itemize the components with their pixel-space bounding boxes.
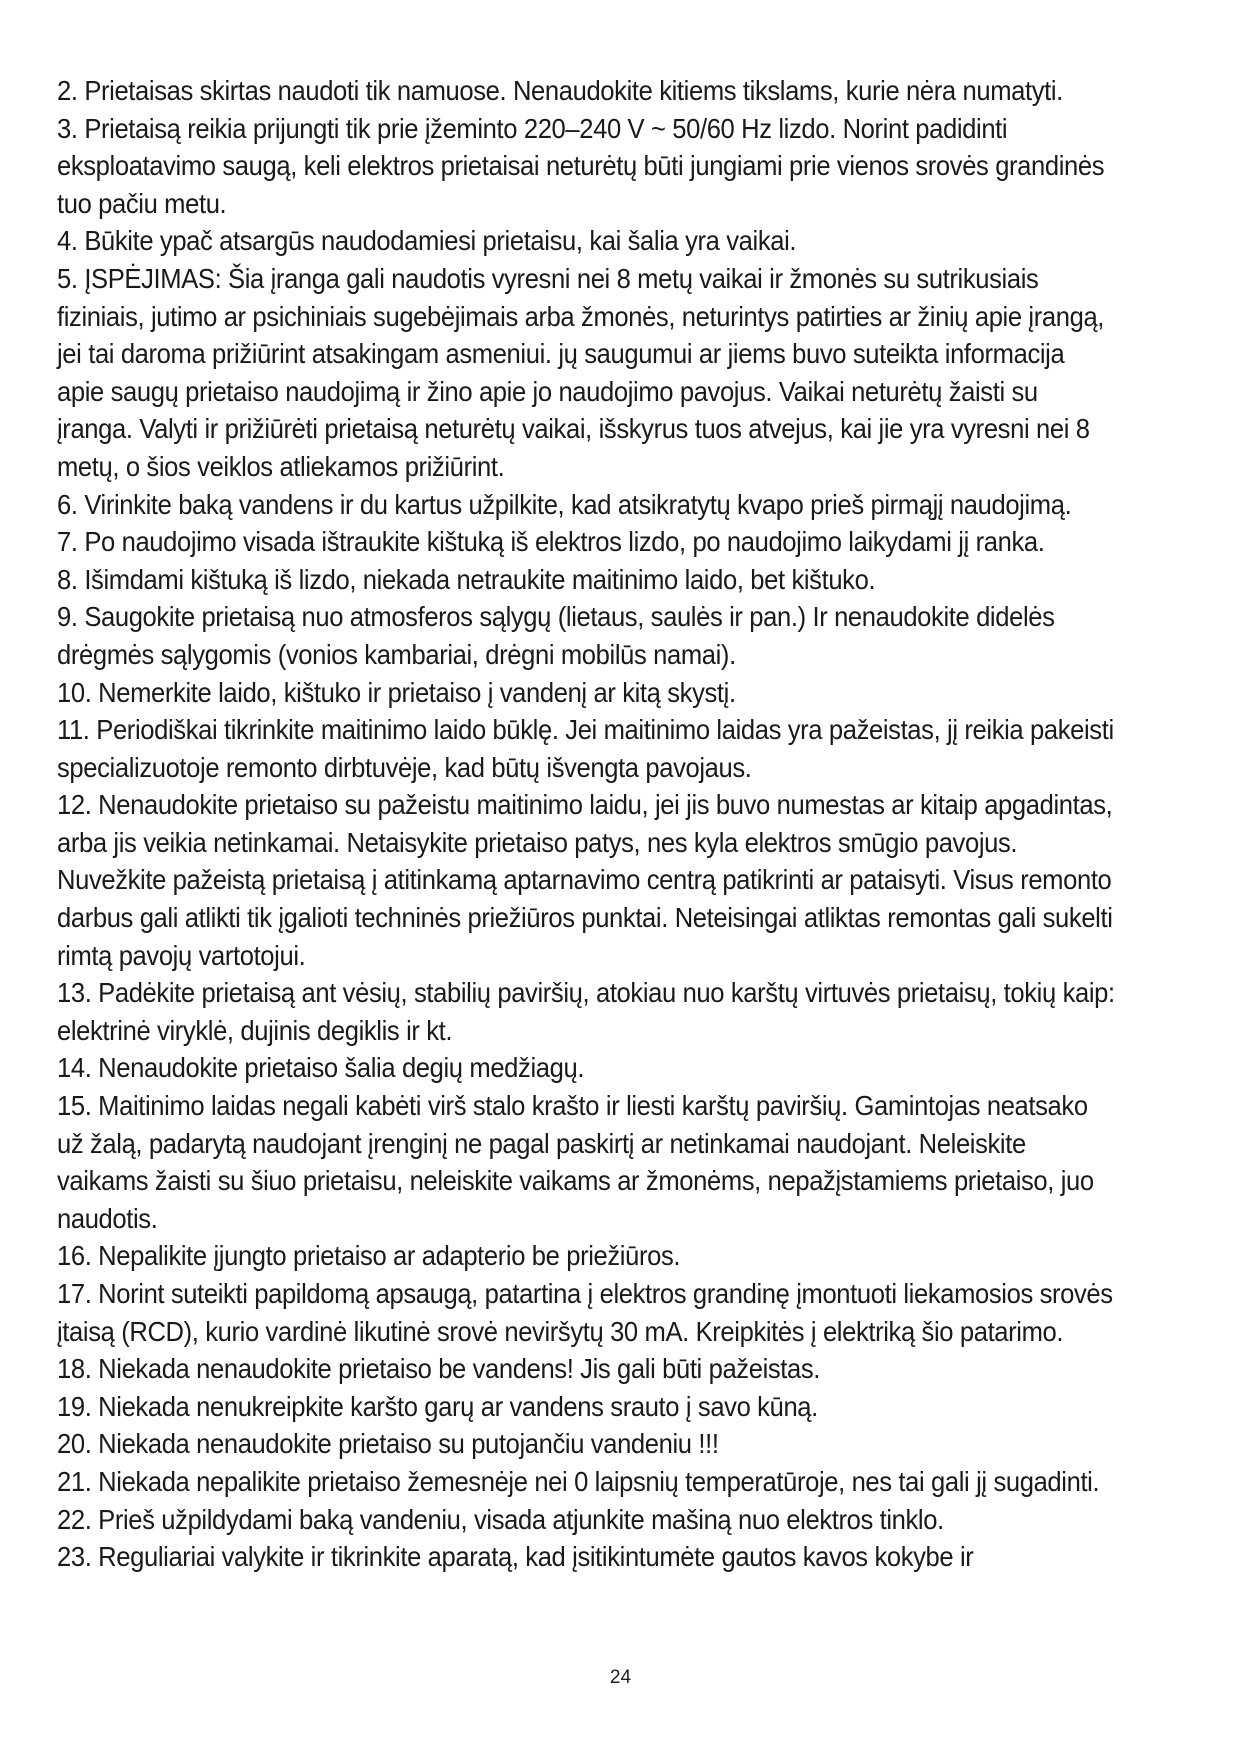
list-item: 16. Nepalikite įjungto prietaiso ar adapterio be priežiūros.: [57, 1240, 681, 1272]
list-item: 22. Prieš užpildydami baką vandeniu, visada atjunkite mašiną nuo elektros tinklo.: [57, 1503, 944, 1535]
instructions-list: [57, 72, 1117, 1576]
list-item: 12. Nenaudokite prietaiso su pažeistu maitinimo laidu, jei jis buvo numestas ar kitaip apgadintas, arba jis veikia netinkamai. Netaisykite prietaiso patys, nes kyla elektros smūgio pavojus. Nuvežkite pažeistą prietaisą į atitinkamą aptarnavimo centrą patikrinti ar pataisyti. Visus remonto darbus gali atlikti tik įgalioti techninės priežiūros punktai. Neteisingai atliktas remontas gali sukelti rimtą pavojų vartotojui.: [57, 789, 1113, 971]
list-item: 2. Prietaisas skirtas naudoti tik namuose. Nenaudokite kitiems tikslams, kurie nėra numatyti.: [57, 75, 1063, 106]
list-item: 3. Prietaisą reikia prijungti tik prie įžeminto 220–240 V ~ 50/60 Hz lizdo. Norint padidinti eksploatavimo saugą, keli elektros prietaisai neturėtų būti jungiami prie vienos srovės grandinės tuo pačiu metu.: [57, 112, 1105, 219]
list-item: 13. Padėkite prietaisą ant vėsių, stabilių paviršių, atokiau nuo karštų virtuvės prietaisų, tokių kaip: elektrinė viryklė, dujinis degiklis ir kt.: [57, 977, 1115, 1046]
list-item: 23. Reguliariai valykite ir tikrinkite aparatą, kad įsitikintumėte gautos kavos kokybe ir: [57, 1541, 974, 1573]
list-item: 15. Maitinimo laidas negali kabėti virš stalo krašto ir liesti karštų paviršių. Gamintojas neatsako už žalą, padarytą naudojant įrenginį ne pagal paskirtį ar netinkamai naudojant. Neleiskite vaikams žaisti su šiuo prietaisu, neleiskite vaikams ar žmonėms, nepažįstamiems prietaiso, juo naudotis.: [57, 1090, 1094, 1234]
list-item: 14. Nenaudokite prietaiso šalia degių medžiagų.: [57, 1052, 585, 1084]
list-item: 7. Po naudojimo visada ištraukite kištuką iš elektros lizdo, po naudojimo laikydami jį ranka.: [57, 526, 1045, 558]
list-item: 10. Nemerkite laido, kištuko ir prietaiso į vandenį ar kitą skystį.: [57, 676, 736, 708]
list-item: 6. Virinkite baką vandens ir du kartus užpilkite, kad atsikratytų kvapo prieš pirmąjį naudojimą.: [57, 488, 1072, 520]
list-item: 11. Periodiškai tikrinkite maitinimo laido būklę. Jei maitinimo laidas yra pažeistas, jį reikia pakeisti specializuotoje remonto dirbtuvėje, kad būtų išvengta pavojaus.: [57, 714, 1114, 783]
list-item: 9. Saugokite prietaisą nuo atmosferos sąlygų (lietaus, saulės ir pan.) Ir nenaudokite didelės drėgmės sąlygomis (vonios kambariai, drėgni mobilūs namai).: [57, 601, 1055, 670]
list-item: 17. Norint suteikti papildomą apsaugą, patartina į elektros grandinę įmontuoti liekamosios srovės įtaisą (RCD), kurio vardinė likutinė srovė neviršytų 30 mA. Kreipkitės į elektriką šio patarimo.: [57, 1278, 1113, 1347]
list-item: 4. Būkite ypač atsargūs naudodamiesi prietaisu, kai šalia yra vaikai.: [57, 225, 797, 257]
list-item: 19. Niekada nenukreipkite karšto garų ar vandens srauto į savo kūną.: [57, 1390, 818, 1422]
list-item: 18. Niekada nenaudokite prietaiso be vandens! Jis gali būti pažeistas.: [57, 1353, 821, 1385]
page-number: 24: [609, 1667, 632, 1688]
list-item: 8. Išimdami kištuką iš lizdo, niekada netraukite maitinimo laido, bet kištuko.: [57, 563, 876, 595]
list-item: 21. Niekada nepalikite prietaiso žemesnėje nei 0 laipsnių temperatūroje, nes tai gali jį sugadinti.: [57, 1465, 1100, 1497]
list-item: 20. Niekada nenaudokite prietaiso su putojančiu vandeniu !!!: [57, 1428, 719, 1460]
list-item: 5. ĮSPĖJIMAS: Šia įranga gali naudotis vyresni nei 8 metų vaikai ir žmonės su sutrikusiais fiziniais, jutimo ar psichiniais sugebėjimais arba žmonės, neturintys patirties ar žinių apie įrangą, jei tai daroma prižiūrint atsakingam asmeniui. jų saugumui ar jiems buvo suteikta informacija apie saugų prietaiso naudojimą ir žino apie jo naudojimo pavojus. Vaikai neturėtų žaisti su įranga. Valyti ir prižiūrėti prietaisą neturėtų vaikai, išskyrus tuos atvejus, kai jie yra vyresni nei 8 metų, o šios veiklos atliekamos prižiūrint.: [57, 262, 1105, 482]
